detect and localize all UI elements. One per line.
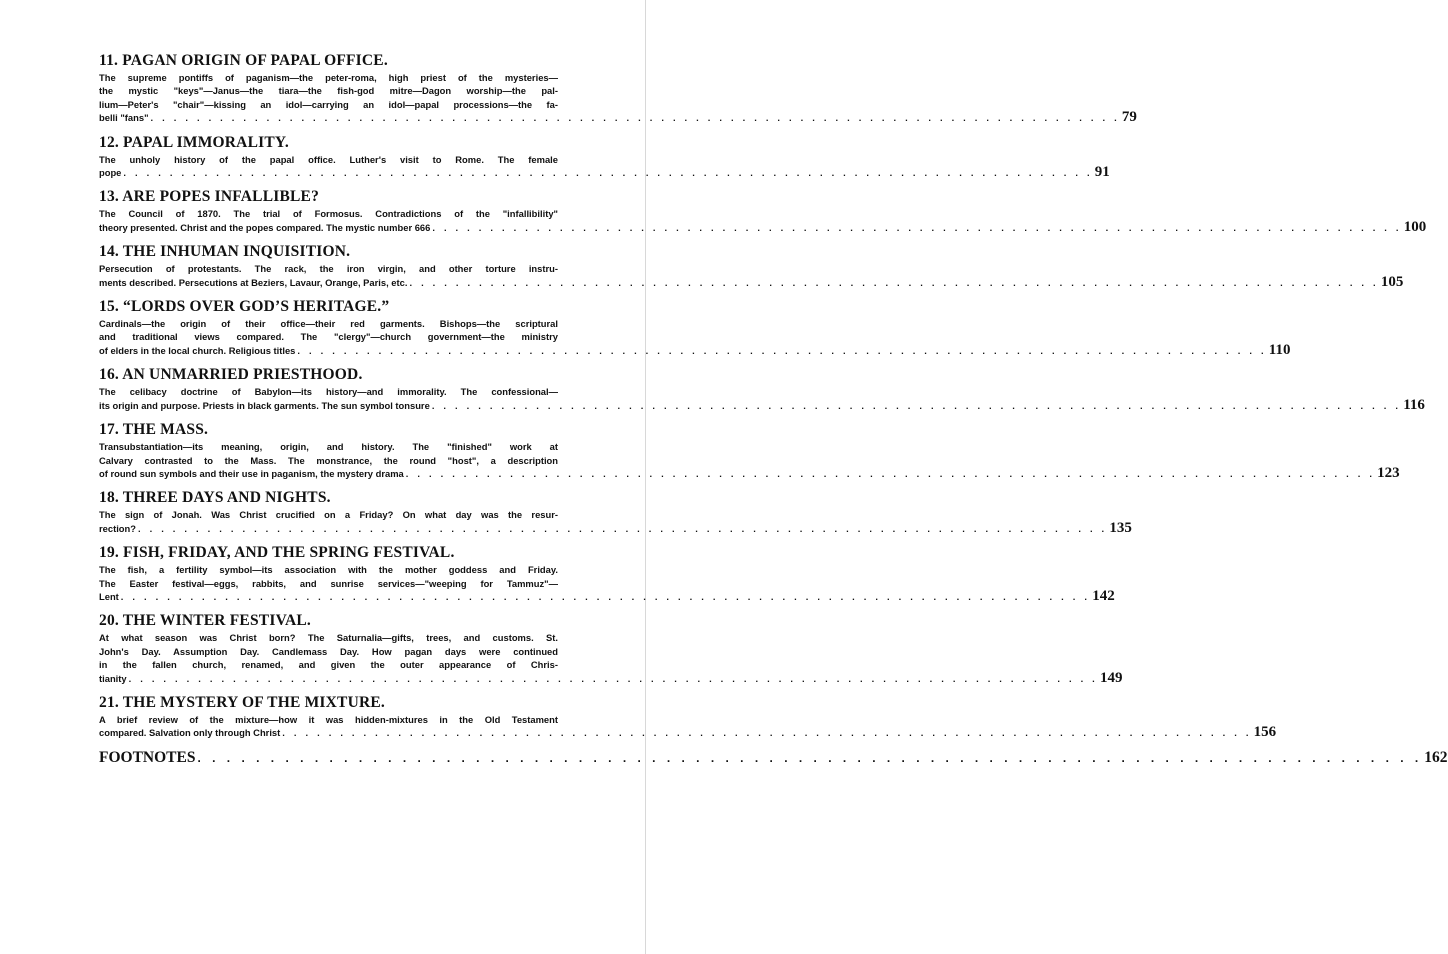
- toc-entry: [99, 243, 1404, 290]
- toc-entry: [99, 544, 1115, 604]
- description-line: At what season was Christ born? The Saturnalia—gifts, trees, and customs. St.: [99, 632, 558, 644]
- dot-leader: . . . . . . . . . . . . . . . . . . . . . . . . . . . . . . . . . . . . . . . . . . . . . . . . . . . . . . . . . . . . . . . . . . . . . . . . . . . . . . . . . . . .: [137, 522, 1108, 534]
- chapter-title: 21. THE MYSTERY OF THE MIXTURE.: [99, 693, 385, 711]
- description-line: of round sun symbols and their use in paganism, the mystery drama: [99, 467, 404, 479]
- description-line: The sign of Jonah. Was Christ crucified on a Friday? On what day was the resur-: [99, 509, 558, 521]
- toc-entry: [99, 133, 1110, 181]
- chapter-page-number: 91: [1094, 164, 1110, 181]
- description-last-line: [99, 669, 1123, 686]
- dot-leader: . . . . . . . . . . . . . . . . . . . . . . . . . . . . . . . . . . . . . . . . . . . . . . . . . . . . . . . . . . . . . . . . . . . . . . . . . . . . . . . . . . . .: [432, 221, 1402, 233]
- chapter-page-number: 110: [1268, 341, 1291, 358]
- description-last-line: [99, 587, 1115, 604]
- toc-entry: [99, 298, 1291, 358]
- description-line: of elders in the local church. Religious titles: [99, 344, 296, 356]
- description-line: compared. Salvation only through Christ: [99, 727, 281, 739]
- chapter-page-number: 156: [1253, 724, 1277, 741]
- chapter-description: [99, 262, 1404, 290]
- chapter-description: [99, 317, 1291, 358]
- description-line: the mystic "keys"—Janus—the tiara—the fish-god mitre—Dagon worship—the pal-: [99, 85, 558, 97]
- description-last-line: [99, 464, 1400, 481]
- toc-footnotes-entry: [99, 748, 1448, 767]
- chapter-description: [99, 153, 1110, 181]
- chapter-page-number: 116: [1403, 396, 1425, 413]
- description-line: Lent: [99, 590, 119, 602]
- chapter-title: 13. ARE POPES INFALLIBLE?: [99, 188, 320, 206]
- description-last-line: [99, 519, 1132, 536]
- dot-leader: . . . . . . . . . . . . . . . . . . . . . . . . . . . . . . . . . . . . . . . . . . . . . . . . . . . . . . . . . . . . . . . . . . . . . . . . . . . . . . . . . . . .: [297, 344, 1267, 356]
- description-line: The supreme pontiffs of paganism—the peter-roma, high priest of the mysteries—: [99, 72, 558, 83]
- description-last-line: [99, 396, 1425, 413]
- description-last-line: [99, 273, 1404, 290]
- description-line: rection?: [99, 522, 136, 534]
- toc-entry: [99, 366, 1425, 413]
- chapter-page-number: 135: [1109, 519, 1132, 536]
- footnotes-label: FOOTNOTES: [99, 748, 196, 766]
- chapter-description: [99, 385, 1425, 413]
- description-line: Transubstantiation—its meaning, origin, and history. The "finished" work at: [99, 441, 558, 453]
- description-line: The Easter festival—eggs, rabbits, and sunrise services—"weeping for Tammuz"—: [99, 577, 558, 589]
- chapter-title: 14. THE INHUMAN INQUISITION.: [99, 243, 351, 261]
- dot-leader: . . . . . . . . . . . . . . . . . . . . . . . . . . . . . . . . . . . . . . . . . . . . . . . . . . . . . . . . . . . . . . . . . . . . . . . . . . . . . . . . . . . .: [128, 672, 1098, 684]
- description-line: The unholy history of the papal office. Luther's visit to Rome. The female: [99, 153, 558, 165]
- chapter-page-number: 142: [1092, 587, 1115, 604]
- description-last-line: [99, 724, 1277, 741]
- chapter-page-number: 123: [1377, 464, 1400, 481]
- description-line: belli "fans": [99, 112, 149, 124]
- description-last-line: [99, 164, 1110, 181]
- dot-leader: . . . . . . . . . . . . . . . . . . . . . . . . . . . . . . . . . . . . . . . . . . . . . . . . . . . . . . . . . . . . . . . . . . . . . . . . . . . . . . . . . . . .: [431, 399, 1402, 411]
- description-line: Persecution of protestants. The rack, the iron virgin, and other torture instru-: [99, 263, 558, 275]
- chapter-title: 16. AN UNMARRIED PRIESTHOOD.: [99, 366, 363, 384]
- dot-leader: . . . . . . . . . . . . . . . . . . . . . . . . . . . . . . . . . . . . . . . . . . . . . . . . . . . . . . . . . . . . . . . . . . . . . . . . . . . . . . . . . . . .: [123, 167, 1093, 179]
- chapter-title: 18. THREE DAYS AND NIGHTS.: [99, 489, 331, 507]
- toc-entry: [99, 612, 1123, 686]
- chapter-page-number: 100: [1403, 218, 1427, 235]
- chapter-title: 17. THE MASS.: [99, 421, 209, 439]
- dot-leader: . . . . . . . . . . . . . . . . . . . . . . . . . . . . . . . . . . . . . . . . . . . . . . . . . . . . . . . . . . . . . . . . . . . . . . . . . . . . . . . . . . . .: [120, 590, 1091, 602]
- description-line: Calvary contrasted to the Mass. The monstrance, the round "host", a description: [99, 454, 558, 466]
- description-line: A brief review of the mixture—how it was hidden-mixtures in the Old Testament: [99, 713, 558, 725]
- chapter-title: 19. FISH, FRIDAY, AND THE SPRING FESTIVAL.: [99, 544, 455, 562]
- toc-entry: [99, 489, 1132, 536]
- dot-leader: . . . . . . . . . . . . . . . . . . . . . . . . . . . . . . . . . . . . . . . . . . . . . . . . . . . . . . . . . . . . . . . . . . . . . . . . . . . . . . . . . . . .: [405, 467, 1376, 479]
- dot-leader: . . . . . . . . . . . . . . . . . . . . . . . . . . . . . . . . . . . . . . . . . . . . . . . . . . . . . . . . . . . . . . . . . . . . . . . . . . . . . . . . . . . .: [197, 750, 1423, 765]
- chapter-description: [99, 440, 1400, 481]
- dot-leader: . . . . . . . . . . . . . . . . . . . . . . . . . . . . . . . . . . . . . . . . . . . . . . . . . . . . . . . . . . . . . . . . . . . . . . . . . . . . . . . . . . . .: [150, 112, 1120, 124]
- chapter-page-number: 105: [1380, 273, 1404, 290]
- chapter-description: [99, 207, 1427, 235]
- description-line: pope: [99, 167, 122, 179]
- chapter-title: 15. “LORDS OVER GOD’S HERITAGE.”: [99, 298, 390, 316]
- description-line: tianity: [99, 672, 127, 684]
- description-line: The fish, a fertility symbol—its association with the mother goddess and Friday.: [99, 564, 558, 576]
- toc-entry: [99, 52, 1137, 126]
- toc-entry: [99, 188, 1427, 235]
- chapter-description: [99, 631, 1123, 686]
- chapter-description: [99, 508, 1132, 536]
- chapter-description: [99, 713, 1277, 741]
- chapter-description: [99, 563, 1115, 604]
- description-line: ments described. Persecutions at Beziers, Lavaur, Orange, Paris, etc.: [99, 276, 408, 288]
- chapter-title: 20. THE WINTER FESTIVAL.: [99, 612, 311, 630]
- chapter-title: 12. PAPAL IMMORALITY.: [99, 133, 289, 151]
- description-line: lium—Peter's "chair"—kissing an idol—carrying an idol—papal processions—the fa-: [99, 98, 558, 110]
- description-last-line: [99, 218, 1427, 235]
- description-line: and traditional views compared. The "clergy"—church government—the ministry: [99, 331, 558, 343]
- toc-entry: [99, 693, 1277, 741]
- chapter-page-number: 149: [1100, 669, 1123, 686]
- toc-entry: [99, 421, 1400, 481]
- description-last-line: [99, 341, 1291, 358]
- description-line: theory presented. Christ and the popes compared. The mystic number 666: [99, 221, 431, 233]
- table-of-contents: [99, 52, 1448, 767]
- description-line: The Council of 1870. The trial of Formosus. Contradictions of the "infallibility": [99, 208, 558, 220]
- chapter-page-number: 79: [1121, 109, 1137, 126]
- description-line: John's Day. Assumption Day. Candlemass Day. How pagan days were continued: [99, 645, 558, 657]
- dot-leader: . . . . . . . . . . . . . . . . . . . . . . . . . . . . . . . . . . . . . . . . . . . . . . . . . . . . . . . . . . . . . . . . . . . . . . . . . . . . . . . . . . . .: [409, 276, 1379, 288]
- chapter-description: [99, 71, 1137, 126]
- footnotes-page-number: 162: [1424, 748, 1448, 766]
- description-line: its origin and purpose. Priests in black garments. The sun symbol tonsure: [99, 399, 430, 411]
- description-line: The celibacy doctrine of Babylon—its history—and immorality. The confessional—: [99, 386, 558, 398]
- description-last-line: [99, 109, 1137, 126]
- description-line: in the fallen church, renamed, and given the outer appearance of Chris-: [99, 659, 558, 671]
- description-line: Cardinals—the origin of their office—their red garments. Bishops—the scriptural: [99, 318, 558, 330]
- dot-leader: . . . . . . . . . . . . . . . . . . . . . . . . . . . . . . . . . . . . . . . . . . . . . . . . . . . . . . . . . . . . . . . . . . . . . . . . . . . . . . . . . . . .: [282, 727, 1252, 739]
- chapter-title: 11. PAGAN ORIGIN OF PAPAL OFFICE.: [99, 52, 388, 69]
